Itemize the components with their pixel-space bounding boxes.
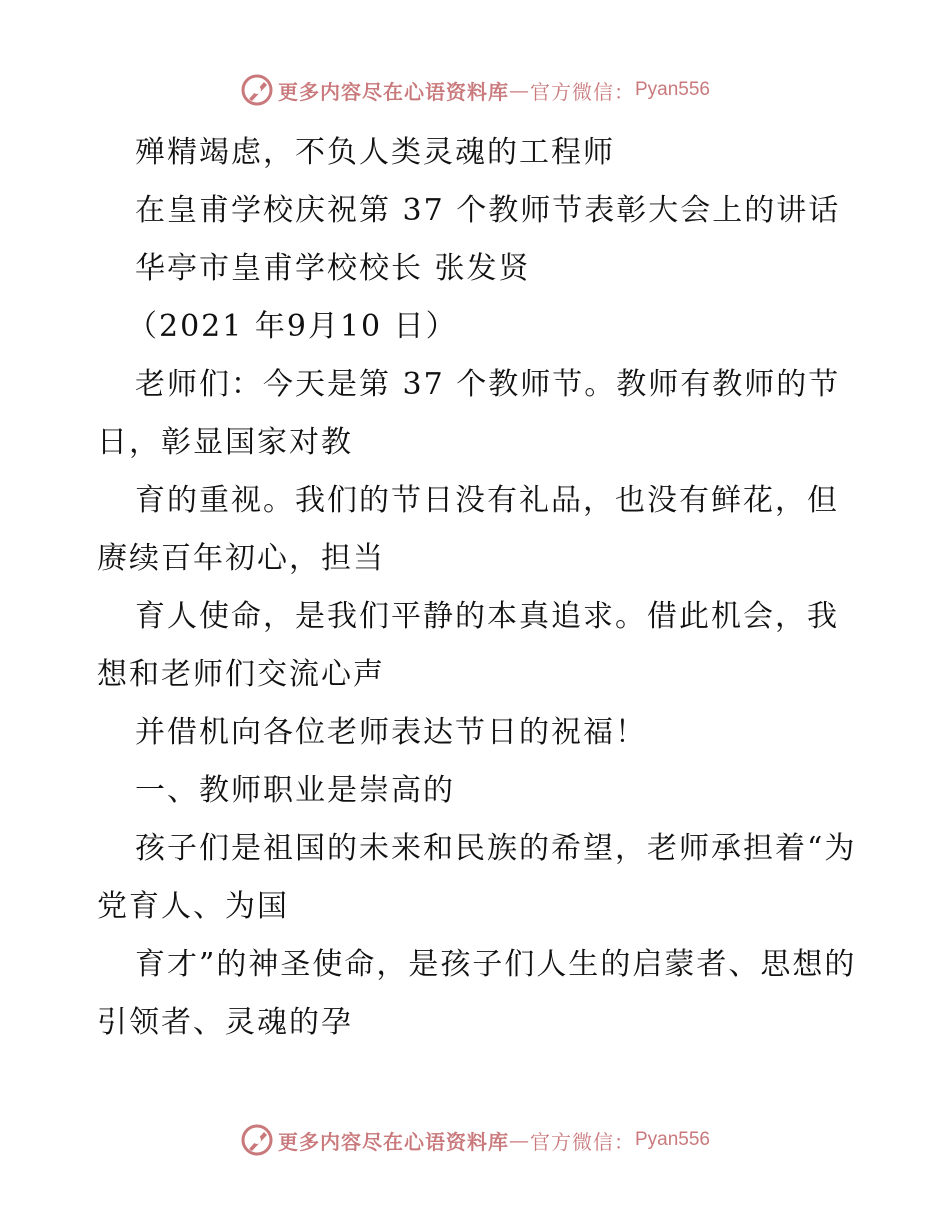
banner-title: 更多内容尽在心语资料库 (277, 1129, 509, 1154)
banner-dash: — (508, 1128, 530, 1152)
banner-wechat-label: 官方微信： (529, 79, 635, 104)
banner-wechat-label: 官方微信： (529, 1129, 635, 1154)
doc-paragraph: 育才”的神圣使命，是孩子们人生的启蒙者、思想的引领者、灵魂的孕 (97, 947, 857, 1040)
header-watermark-banner (0, 70, 950, 110)
pen-logo-icon (240, 1123, 274, 1157)
footer-watermark-banner (0, 1120, 950, 1160)
doc-paragraph: 育人使命，是我们平静的本真追求。借此机会，我想和老师们交流心声 (97, 599, 839, 692)
pen-logo-icon (240, 73, 274, 107)
doc-paragraph: 孩子们是祖国的未来和民族的希望，老师承担着“为党育人、为国 (97, 831, 857, 924)
banner-wechat-id: Pyan556 (634, 1129, 710, 1150)
doc-title: 殚精竭虑，不负人类灵魂的工程师 (135, 135, 615, 170)
doc-paragraph: 育的重视。我们的节日没有礼品，也没有鲜花，但赓续百年初心，担当 (97, 483, 839, 576)
banner-wechat-id: Pyan556 (634, 79, 710, 100)
doc-section-heading: 一、教师职业是崇高的 (135, 773, 455, 808)
banner-dash: — (508, 78, 530, 102)
doc-paragraph: 老师们：今天是第 37 个教师节。教师有教师的节日，彰显国家对教 (97, 367, 841, 460)
doc-paragraph: 并借机向各位老师表达节日的祝福！ (135, 715, 647, 750)
doc-author: 华亭市皇甫学校校长 张发贤 (135, 251, 531, 286)
document-body (97, 124, 857, 1052)
banner-title: 更多内容尽在心语资料库 (277, 79, 509, 104)
doc-date: （2021 年9月10 日） (127, 309, 458, 344)
doc-subtitle: 在皇甫学校庆祝第 37 个教师节表彰大会上的讲话 (135, 193, 841, 228)
